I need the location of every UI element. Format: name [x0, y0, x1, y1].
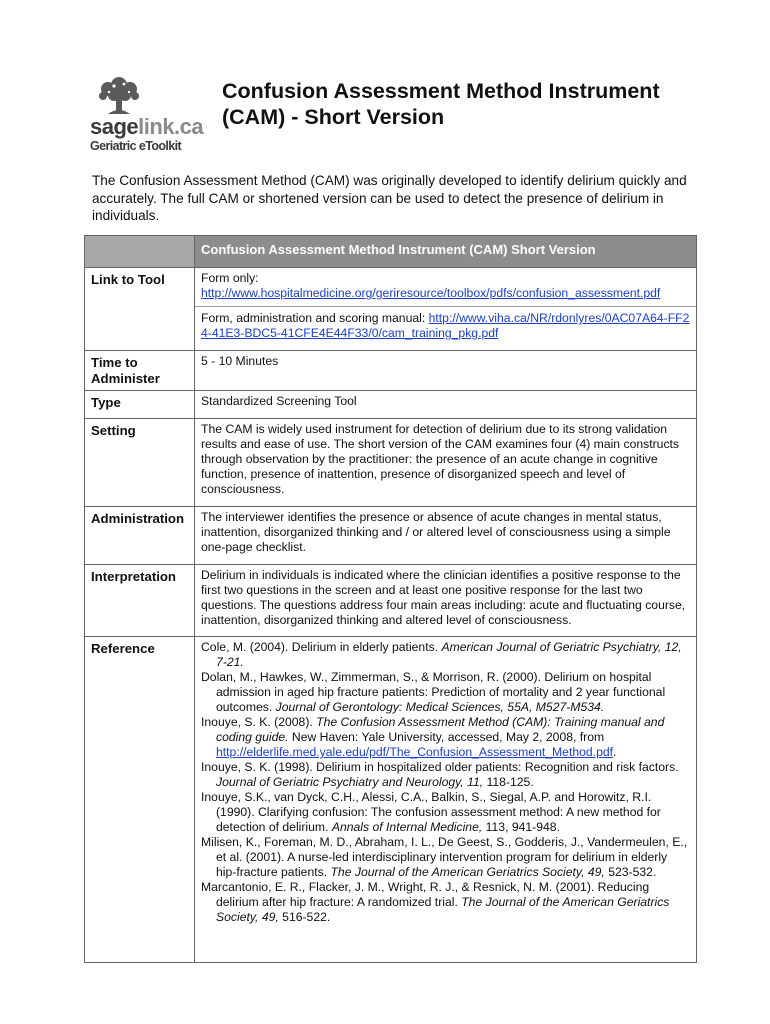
ref-journal: Journal of Gerontology: Medical Sciences, 55A, M527-M534. [275, 700, 605, 714]
header-blank-cell [85, 236, 195, 268]
time-label: Time to Administer [85, 351, 195, 391]
reference-item [201, 640, 690, 670]
reference-item [201, 760, 690, 790]
ref-text: Milisen, K., Foreman, M. D., Abraham, I. L., De Geest, S., Godderis, J., Vandermeulen, E., et al. (2001). A nurse-led interdisciplinary intervention program for delirium in elderly hip-fracture patients. [201, 835, 688, 879]
ref-text: Inouye, S.K., van Dyck, C.H., Alessi, C.A., Balkin, S., Siegal, A.P. and Horowitz, R.I. (1990). Clarifying confusion: The confusion assessment method: A new method for detection of delirium. [201, 790, 661, 834]
reference-item [201, 835, 690, 880]
administration-label: Administration [85, 507, 195, 565]
ref-journal: Journal of Geriatric Psychiatry and Neurology, 11, [216, 775, 484, 789]
reference-item [201, 670, 690, 715]
table-header: Confusion Assessment Method Instrument (CAM) Short Version [195, 236, 697, 268]
page-title: Confusion Assessment Method Instrument (CAM) - Short Version [222, 79, 660, 129]
ref-text: 113, 941-948. [482, 820, 560, 834]
sagelink-logo [90, 76, 204, 156]
form-only-link[interactable]: http://www.hospitalmedicine.org/geriresource/toolbox/pdfs/confusion_assessment.pdf [201, 286, 661, 300]
reference-item [201, 880, 690, 925]
ref-text: Cole, M. (2004). Delirium in elderly patients. [201, 640, 442, 654]
cell-divider [195, 306, 696, 307]
time-value: 5 - 10 Minutes [195, 351, 697, 391]
form-only-text: Form only: [201, 271, 259, 285]
form-full-link[interactable]: http://www.viha.ca/NR/rdonlyres/0AC07A64-FF24-41E3-BDC5-41CFE4E44F33/0/cam_training_pkg.pdf [201, 311, 690, 340]
logo-brand [90, 114, 203, 140]
logo-subtitle: Geriatric eToolkit [90, 139, 182, 153]
reference-list [195, 637, 697, 963]
ref-text: 516-522. [278, 910, 331, 924]
ref-text: . [613, 745, 617, 759]
interpretation-label: Interpretation [85, 565, 195, 637]
ref-link[interactable]: http://elderlife.med.yale.edu/pdf/The_Confusion_Assessment_Method.pdf [216, 745, 614, 759]
cam-info-table [84, 235, 697, 963]
setting-value: The CAM is widely used instrument for detection of delirium due to its strong validation results and ease of use. The short version of the CAM examines four (4) main constructs through observation by the practitioner: the presence of an acute change in cognitive function, presence of inattention, presence of disorganized speech and level of consciousness. [195, 419, 697, 507]
ref-journal: The Confusion Assessment Method (CAM): Training manual and coding guide. [216, 715, 665, 744]
intro-paragraph: The Confusion Assessment Method (CAM) was originally developed to identify delirium quickly and accurately. The full CAM or shortened version can be used to detect the presence of delirium in individuals. [92, 173, 687, 223]
link-to-tool-label: Link to Tool [85, 268, 195, 351]
table-row [85, 637, 697, 963]
interpretation-value: Delirium in individuals is indicated where the clinician identifies a positive response to the first two questions in the screen and at least one positive response for the last two questions. The questions address four main areas including: acute and fluctuating course, inattention, disorganized thinking and altered level of consciousness. [195, 565, 697, 637]
type-value: Standardized Screening Tool [195, 391, 697, 419]
ref-text: 523-532. [604, 865, 657, 879]
reference-item [201, 790, 690, 835]
table-header-row [85, 236, 697, 268]
ref-journal: The Journal of the American Geriatrics Society, 49, [216, 895, 670, 924]
link-to-tool-cell [195, 268, 697, 351]
setting-label: Setting [85, 419, 195, 507]
logo-brand-rest: link.ca [138, 114, 204, 139]
ref-journal: Annals of Internal Medicine, [331, 820, 483, 834]
tree-icon [94, 76, 144, 116]
ref-journal: American Journal of Geriatric Psychiatry, 12, 7-21. [216, 640, 682, 669]
ref-text: Marcantonio, E. R., Flacker, J. M., Wright, R. J., & Resnick, N. M. (2001). Reducing delirium after hip fracture: A randomized trial. [201, 880, 650, 909]
form-full-text: Form, administration and scoring manual: [201, 311, 429, 325]
logo-brand-sage: sage [90, 114, 139, 139]
administration-value: The interviewer identifies the presence or absence of acute changes in mental status, inattention, disorganized thinking and / or altered level of consciousness using a simple one-page checklist. [195, 507, 697, 565]
table-row [85, 351, 697, 391]
ref-text: New Haven: Yale University, accessed, May 2, 2008, from [288, 730, 605, 744]
ref-text: Inouye, S. K. (1998). Delirium in hospitalized older patients: Recognition and risk factors. [201, 760, 679, 774]
ref-text: Inouye, S. K. (2008). [201, 715, 317, 729]
ref-text: Dolan, M., Hawkes, W., Zimmerman, S., & Morrison, R. (2000). Delirium on hospital admission in aged hip fracture patients: Prediction of mortality and 2 year functional outcomes. [201, 670, 666, 714]
type-label: Type [85, 391, 195, 419]
table-row [85, 391, 697, 419]
table-row [85, 268, 697, 351]
table-row [85, 507, 697, 565]
table-row [85, 565, 697, 637]
reference-label: Reference [85, 637, 195, 963]
reference-item [201, 715, 690, 760]
table-row [85, 419, 697, 507]
ref-journal: The Journal of the American Geriatrics Society, 49, [330, 865, 605, 879]
ref-text: 118-125. [483, 775, 534, 789]
